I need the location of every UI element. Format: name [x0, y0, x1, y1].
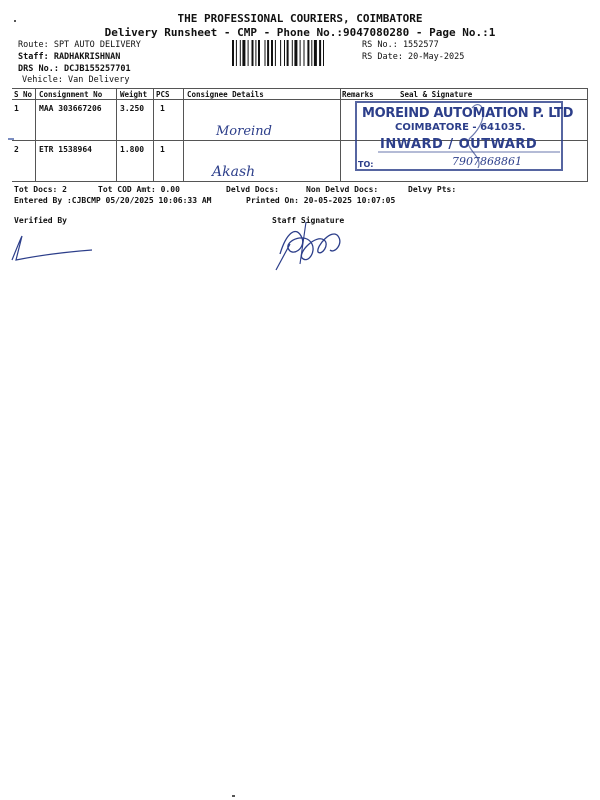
col-header-weight: Weight [120, 90, 148, 99]
stamp-phone-handwriting: 7907868861 [452, 155, 522, 168]
runsheet-subtitle: Delivery Runsheet - CMP - Phone No.:9047080280 - Page No.:1 [104, 26, 496, 39]
vehicle-label: Vehicle: Van Delivery [22, 75, 130, 85]
col-divider [340, 88, 341, 181]
entered-by: Entered By :CJBCMP 05/20/2025 10:06:33 AM [14, 196, 212, 205]
col-header-consignee: Consignee Details [187, 90, 264, 99]
consignment-no: ETR 1538964 [39, 145, 92, 154]
printed-on: Printed On: 20-05-2025 10:07:05 [246, 196, 396, 205]
stamp-to-label: TO: [358, 160, 374, 169]
non-delivered-docs: Non Delvd Docs: [306, 185, 379, 194]
scan-speck [232, 795, 235, 797]
staff-label: Staff: RADHAKRISHNAN [18, 52, 121, 62]
total-docs: Tot Docs: 2 [14, 185, 67, 194]
consignee-handwriting: Moreind [216, 124, 272, 139]
delivered-docs: Delvd Docs: [226, 185, 279, 194]
table-bottom-rule [12, 181, 588, 182]
weight-value: 3.250 [120, 104, 145, 113]
table-top-rule [12, 88, 588, 89]
col-divider [35, 88, 36, 181]
col-divider [153, 88, 154, 181]
verifier-signature-icon [6, 230, 96, 264]
consignment-no: MAA 303667206 [39, 104, 102, 113]
rs-number: RS No.: 1552577 [362, 40, 439, 50]
scan-speck [8, 138, 14, 140]
col-header-pcs: PCS [156, 90, 170, 99]
col-header-remarks: Remarks [342, 90, 374, 99]
col-divider [587, 88, 588, 181]
stamp-city: COIMBATORE - 641035. [395, 122, 526, 133]
staff-signature-icon [272, 214, 356, 272]
stamp-inward-outward: INWARD / OUTWARD [380, 137, 538, 152]
table-row: 1 [14, 104, 19, 113]
rs-date: RS Date: 20-May-2025 [362, 52, 465, 62]
verified-by-label: Verified By [14, 216, 67, 225]
col-header-sno: S No [14, 90, 33, 99]
col-header-consignment: Consignment No [39, 90, 103, 99]
col-header-seal: Seal & Signature [400, 90, 473, 99]
pcs-value: 1 [160, 104, 165, 113]
stamp-company-name: MOREIND AUTOMATION P. LTD [362, 106, 574, 121]
pcs-value: 1 [160, 145, 165, 154]
scan-speck [14, 20, 16, 22]
route-label: Route: SPT AUTO DELIVERY [18, 40, 141, 50]
total-cod-amount: Tot COD Amt: 0.00 [98, 185, 180, 194]
barcode-image [232, 40, 356, 66]
delivery-points: Delvy Pts: [408, 185, 457, 194]
staff-signature-label: Staff Signature [272, 216, 345, 225]
weight-value: 1.800 [120, 145, 145, 154]
col-divider [183, 88, 184, 181]
consignee-handwriting: Akash [212, 164, 256, 180]
col-divider [116, 88, 117, 181]
drs-number: DRS No.: DCJB155257701 [18, 64, 131, 74]
company-title: THE PROFESSIONAL COURIERS, COIMBATORE [177, 12, 423, 25]
table-row: 2 [14, 145, 19, 154]
